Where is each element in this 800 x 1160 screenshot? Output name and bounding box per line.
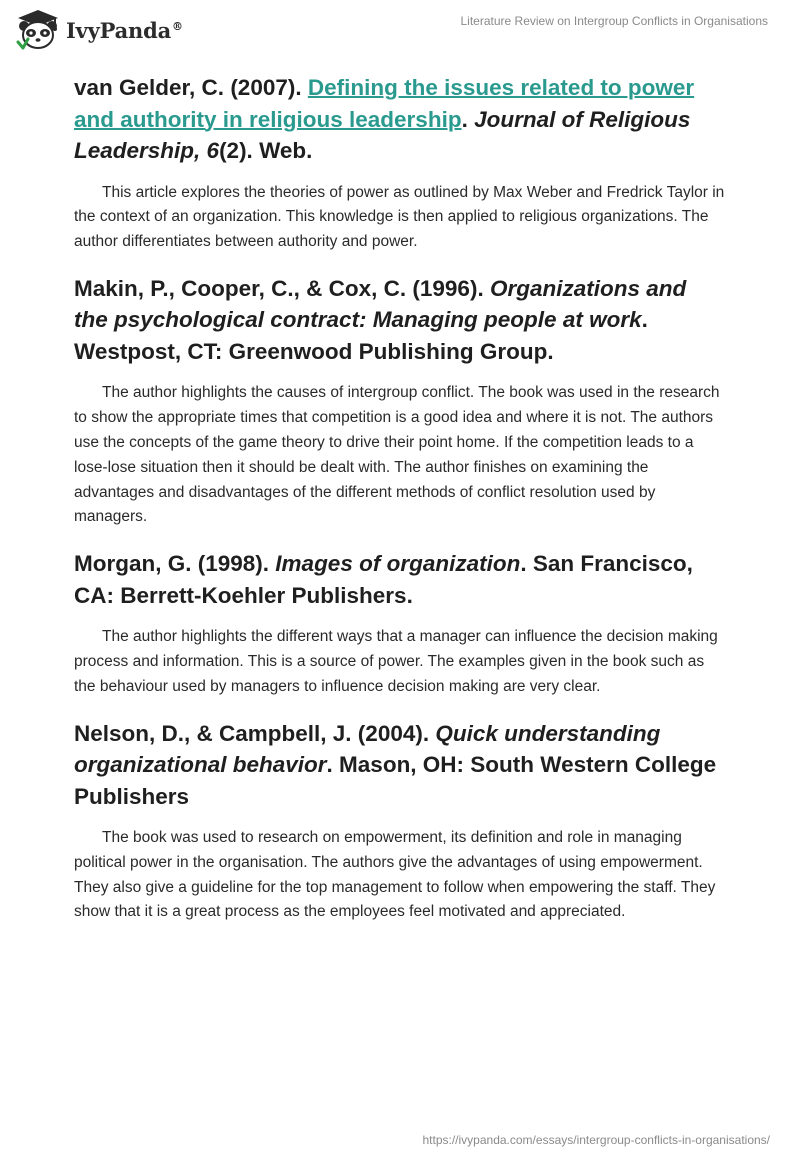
reference-annotation: The author highlights the different ways that a manager can influence the decision making process and information. This is a source of power. The examples given in the book such as the behaviour used by managers to influence decision making are very clear.	[74, 628, 718, 695]
reference-entry: van Gelder, C. (2007). Defining the issues related to power and authority in religious leadership. Journal of Religious Leadership, 6(2). Web.	[74, 75, 695, 163]
panda-logo-icon	[14, 8, 62, 52]
reference-annotation: The author highlights the causes of intergroup conflict. The book was used in the research to show the appropriate times that competition is a good idea and where it is not. The authors use the concepts of the game theory to drive their point home. If the competition leads to a lose-lose situation then it should be dealt with. The author finishes on examining the advantages and disadvantages of the different methods of conflict resolution used by managers.	[74, 384, 720, 526]
reference-list	[74, 72, 726, 943]
brand-name: IvyPanda®	[66, 17, 183, 43]
reference-entry: Nelson, D., & Campbell, J. (2004). Quick understanding organizational behavior. Mason, OH: South Western College Publishers	[74, 720, 717, 809]
footer-url[interactable]: https://ivypanda.com/essays/intergroup-conflicts-in-organisations/	[422, 1133, 770, 1147]
reference-entry: Makin, P., Cooper, C., & Cox, C. (1996). Organizations and the psychological contract: Managing people at work. Westpost, CT: Greenwood Publishing Group.	[74, 275, 687, 364]
reference-link[interactable]: Defining the issues related to power and authority in religious leadership	[74, 75, 695, 132]
page-header	[0, 0, 800, 70]
reference-annotation: This article explores the theories of power as outlined by Max Weber and Fredrick Taylor in the context of an organization. This knowledge is then applied to religious organizations. The author differentiates between authority and power.	[74, 183, 725, 251]
reference-annotation: The book was used to research on empowerment, its definition and role in managing political power in the organisation. The authors give the advantages of using empowerment. They also give a guideline for the top management to follow when empowering the staff. They show that it is a great process as the employees feel motivated and appreciated.	[74, 829, 716, 921]
reference-entry: Morgan, G. (1998). Images of organization. San Francisco, CA: Berrett-Koehler Publishers.	[74, 551, 693, 608]
brand-logo[interactable]	[14, 8, 183, 52]
document-title: Literature Review on Intergroup Conflicts in Organisations	[460, 14, 768, 28]
